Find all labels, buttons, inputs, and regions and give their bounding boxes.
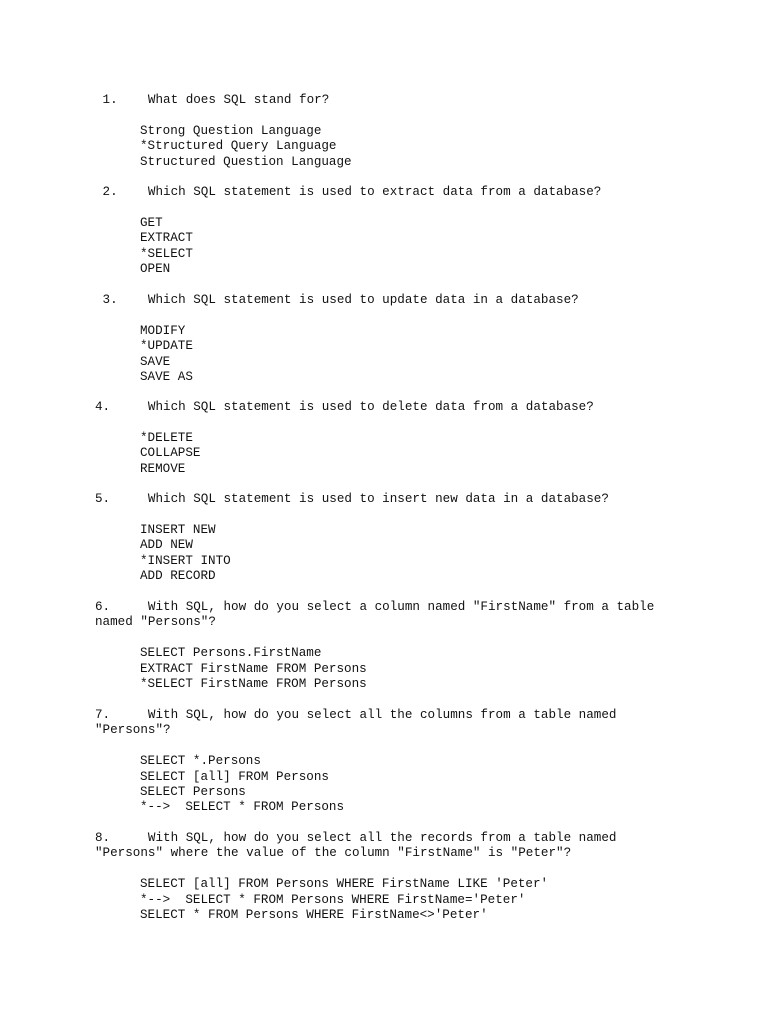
answer-option: COLLAPSE [140,446,201,461]
question-text-continued: named "Persons"? [95,615,216,630]
question-text: 8. With SQL, how do you select all the records from a table named [95,831,617,845]
answer-option: Structured Question Language [140,154,352,169]
answer-option: SAVE [140,354,171,369]
answer-option: REMOVE [140,461,186,476]
question-text-continued: "Persons"? [95,723,171,738]
answer-option: EXTRACT [140,231,193,246]
question-text: 6. With SQL, how do you select a column named "FirstName" from a table [95,600,655,614]
answer-option: OPEN [140,261,171,276]
question-text: 1. What does SQL stand for? [95,93,330,107]
answer-option: SELECT [all] FROM Persons WHERE FirstName LIKE 'Peter' [140,877,549,892]
question-text: 4. Which SQL statement is used to delete data from a database? [95,400,594,414]
answer-option: INSERT NEW [140,522,216,537]
answer-option: SELECT Persons.FirstName [140,646,322,661]
question-3 [95,293,695,385]
answer-option: *--> SELECT * FROM Persons WHERE FirstName='Peter' [140,892,526,907]
answer-option: SELECT [all] FROM Persons [140,769,329,784]
question-7 [95,708,695,816]
question-text: 7. With SQL, how do you select all the columns from a table named [95,708,617,722]
answer-option: SELECT *.Persons [140,754,261,769]
question-8 [95,831,695,923]
answer-option: MODIFY [140,323,186,338]
answer-option: ADD NEW [140,538,193,553]
answer-option: *Structured Query Language [140,139,337,154]
answer-option: GET [140,215,163,230]
question-6 [95,600,695,692]
answer-option: *INSERT INTO [140,553,231,568]
answer-option: *SELECT FirstName FROM Persons [140,676,367,691]
answer-option: *SELECT [140,246,193,261]
question-text: 3. Which SQL statement is used to update data in a database? [95,293,579,307]
question-4 [95,400,695,477]
answer-option: *UPDATE [140,339,193,354]
answer-option: SELECT Persons [140,784,246,799]
question-text-continued: "Persons" where the value of the column "FirstName" is "Peter"? [95,846,572,861]
answer-option: *DELETE [140,430,193,445]
question-text: 5. Which SQL statement is used to insert new data in a database? [95,492,609,506]
answer-option: SELECT * FROM Persons WHERE FirstName<>'Peter' [140,907,488,922]
question-text: 2. Which SQL statement is used to extract data from a database? [95,185,602,199]
answer-option: Strong Question Language [140,123,322,138]
answer-option: ADD RECORD [140,568,216,583]
answer-option: EXTRACT FirstName FROM Persons [140,661,367,676]
question-5 [95,492,695,584]
answer-option: SAVE AS [140,369,193,384]
answer-option: *--> SELECT * FROM Persons [140,800,345,815]
question-2 [95,185,695,277]
question-1 [95,93,695,170]
